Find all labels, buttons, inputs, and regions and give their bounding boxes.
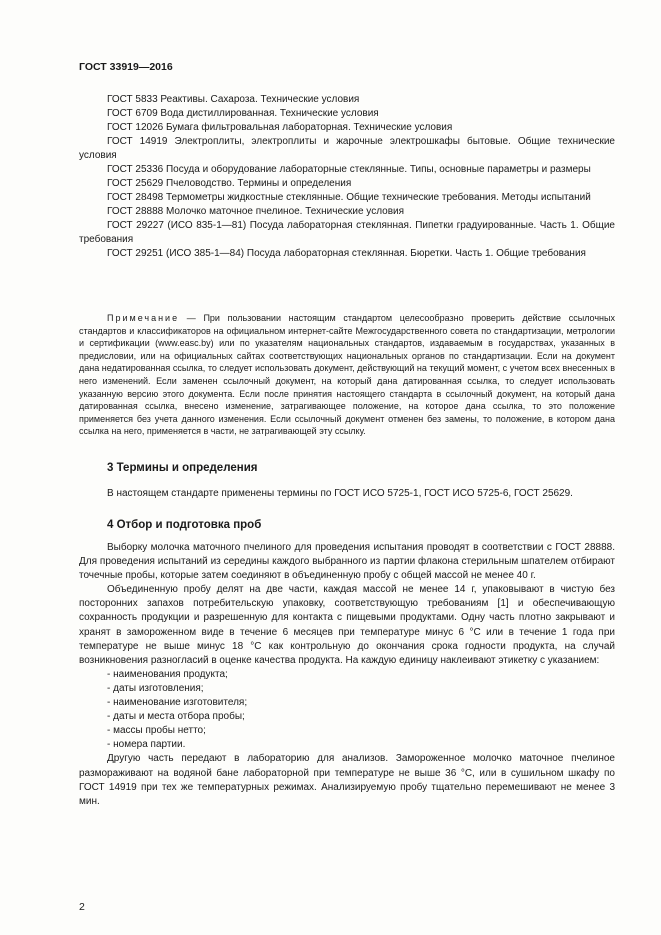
note-paragraph [79,312,615,438]
section-3-body [79,487,615,501]
section-4-title: 4 Отбор и подготовка проб [107,519,262,531]
reference-item: ГОСТ 12026 Бумага фильтровальная лабораторная. Технические условия [107,122,453,133]
section-3-text: В настоящем стандарте применены термины по ГОСТ ИСО 5725-1, ГОСТ ИСО 5725-6, ГОСТ 25629. [107,488,573,499]
normative-references [79,93,615,261]
list-item: - наименование изготовителя; [107,697,248,709]
list-item: - наименования продукта; [107,668,228,680]
list-item: - номера партии. [107,739,186,751]
reference-item: ГОСТ 29227 (ИСО 835-1—81) Посуда лабораторная стеклянная. Пипетки градуированные. Часть 1. Общие требования [79,220,615,245]
page-number: 2 [79,901,85,913]
document-header: ГОСТ 33919—2016 [79,61,173,73]
reference-item: ГОСТ 14919 Электроплиты, электроплиты и жарочные электрошкафы бытовые. Общие технические условия [79,136,615,161]
reference-item: ГОСТ 28498 Термометры жидкостные стеклянные. Общие технические требования. Методы испытаний [107,192,591,203]
note-label: Примечание [107,313,180,323]
note-text: — При пользовании настоящим стандартом целесообразно проверить действие ссылочных стандартов и классификаторов на официальном интернет-сайте Межгосударственного совета по стандартизации, метрологии и сертификации (www.easc.by) или по указателям национальных стандартов, издаваемым в государствах, указанных в предисловии, или на официальных сайтах соответствующих национальных органов по стандартизации. Если на документ дана недатированная ссылка, то следует использовать документ, действующий на текущий момент, с учетом всех внесенных в него изменений. Если заменен ссылочный документ, на который дана датированная ссылка, то следует использовать указанную версию этого документа. Если после принятия настоящего стандарта в ссылочный документ, на который дана датированная ссылка, внесено изменение, затрагивающее положение, на которое дана ссылка, то это положение применяется без учета данного изменения. Если ссылочный документ отменен без замены, то положение, в котором дана ссылка на него, применяется в части, не затрагивающей эту ссылку. [79,313,615,437]
list-item: - массы пробы нетто; [107,725,206,737]
section-4-paragraph-3: Другую часть передают в лабораторию для анализов. Замороженное молочко маточное пчелиное размораживают на водяной бане лабораторной при температуре не выше 36 °С, или в сушильном шкафу по ГОСТ 14919 при тех же температурных режимах. Анализируемую пробу тщательно перемешивают не менее 3 мин. [79,753,615,807]
reference-item: ГОСТ 5833 Реактивы. Сахароза. Технические условия [107,94,360,105]
reference-item: ГОСТ 28888 Молочко маточное пчелиное. Технические условия [107,206,405,217]
list-item: - даты изготовления; [107,682,204,694]
reference-item: ГОСТ 25336 Посуда и оборудование лабораторные стеклянные. Типы, основные параметры и размеры [107,164,591,175]
reference-item: ГОСТ 6709 Вода дистиллированная. Технические условия [107,108,379,119]
note-block [79,312,615,438]
section-4-body [79,541,615,809]
section-3-title: 3 Термины и определения [107,462,258,474]
reference-item: ГОСТ 29251 (ИСО 385-1—84) Посуда лабораторная стеклянная. Бюретки. Часть 1. Общие требования [107,248,586,259]
reference-item: ГОСТ 25629 Пчеловодство. Термины и определения [107,178,352,189]
section-4-paragraph-2: Объединенную пробу делят на две части, каждая массой не менее 14 г, упаковывают в чистую без посторонних запахов потребительскую упаковку, соответствующую требованиям [1] и обеспечивающую сохранность продукции и разрешенную для контакта с пищевыми продуктами. Одну часть плотно закрывают и хранят в замороженном виде в течение 6 месяцев при температуре минус 6 °С или в течение 1 года при температуре не выше минус 18 °С как контрольную до окончания срока годности продукта, на случай возникновения разногласий в оценке качества продукта. На каждую единицу наклеивают этикетку с указанием: [79,584,615,666]
section-4-paragraph-1: Выборку молочка маточного пчелиного для проведения испытания проводят в соответствии с ГОСТ 28888. Для проведения испытаний из середины каждого выбранного из партии флакона стерильным шпателем отбирают точечные пробы, которые затем соединяют в объединенную пробу с общей массой не менее 40 г. [79,542,615,582]
list-item: - даты и места отбора пробы; [107,711,245,723]
